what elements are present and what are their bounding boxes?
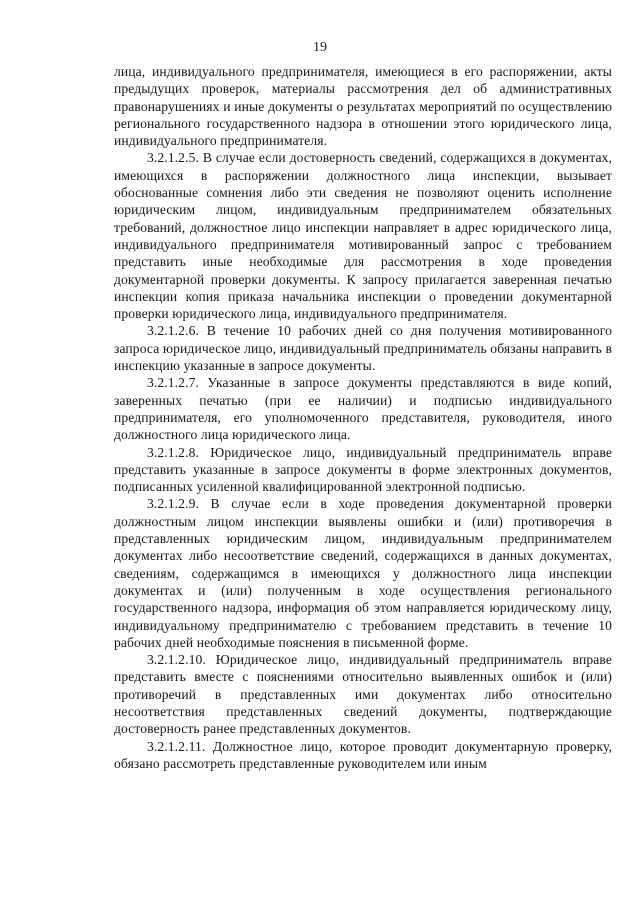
page-number: 19 (313, 40, 327, 55)
paragraph-continuation: лица, индивидуального предпринимателя, имеющиеся в его распоряжении, акты предыдущих проверок, материалы рассмотрения дел об административных правонарушениях и иные документы о результатах мероприятий по осуществлению регионального государственного надзора в отношении этого юридического лица, индивидуального предпринимателя. (114, 64, 612, 149)
document-body (114, 63, 612, 772)
paragraph-3-2-1-2-11: 3.2.1.2.11. Должностное лицо, которое проводит документарную проверку, обязано рассмотреть представленные руководителем или иным (114, 738, 612, 771)
paragraph-3-2-1-2-6: 3.2.1.2.6. В течение 10 рабочих дней со дня получения мотивированного запроса юридическое лицо, индивидуальный предприниматель обязаны направить в инспекцию указанные в запросе документы. (114, 323, 612, 374)
paragraph-3-2-1-2-10: 3.2.1.2.10. Юридическое лицо, индивидуальный предприниматель вправе представить вместе с пояснениями относительно выявленных ошибок и (или) противоречий в представленных ими документах либо относительно несоответствия представленных сведений документы, подтверждающие достоверность ранее представленных документов. (114, 652, 612, 737)
paragraph-3-2-1-2-5: 3.2.1.2.5. В случае если достоверность сведений, содержащихся в документах, имеющихся в распоряжении должностного лица инспекции, вызывает обоснованные сомнения либо эти сведения не позволяют оценить исполнение юридическим лицом, индивидуальным предпринимателем обязательных требований, должностное лицо инспекции направляет в адрес юридического лица, индивидуального предпринимателя мотивированный запрос с требованием представить иные необходимые для рассмотрения в ходе проведения документарной проверки документы. К запросу прилагается заверенная печатью инспекции копия приказа начальника инспекции о проведении документарной проверки юридического лица, индивидуального предпринимателя. (114, 150, 612, 322)
paragraph-3-2-1-2-8: 3.2.1.2.8. Юридическое лицо, индивидуальный предприниматель вправе представить указанные в запросе документы в форме электронных документов, подписанных усиленной квалифицированной электронной подписью. (114, 444, 612, 495)
paragraph-3-2-1-2-7: 3.2.1.2.7. Указанные в запросе документы представляются в виде копий, заверенных печатью (при ее наличии) и подписью индивидуального предпринимателя, его уполномоченного представителя, руководителя, иного должностного лица юридического лица. (114, 375, 612, 443)
paragraph-3-2-1-2-9: 3.2.1.2.9. В случае если в ходе проведения документарной проверки должностным лицом инспекции выявлены ошибки и (или) противоречия в представленных юридическим лицом, индивидуальным предпринимателем документах либо несоответствие сведений, содержащихся в данных документах, сведениям, содержащимся в имеющихся у должностного лица инспекции документах и (или) полученным в ходе осуществления регионального государственного надзора, информация об этом направляется юридическому лицу, индивидуальному предпринимателю с требованием представить в течение 10 рабочих дней необходимые пояснения в письменной форме. (114, 496, 612, 650)
